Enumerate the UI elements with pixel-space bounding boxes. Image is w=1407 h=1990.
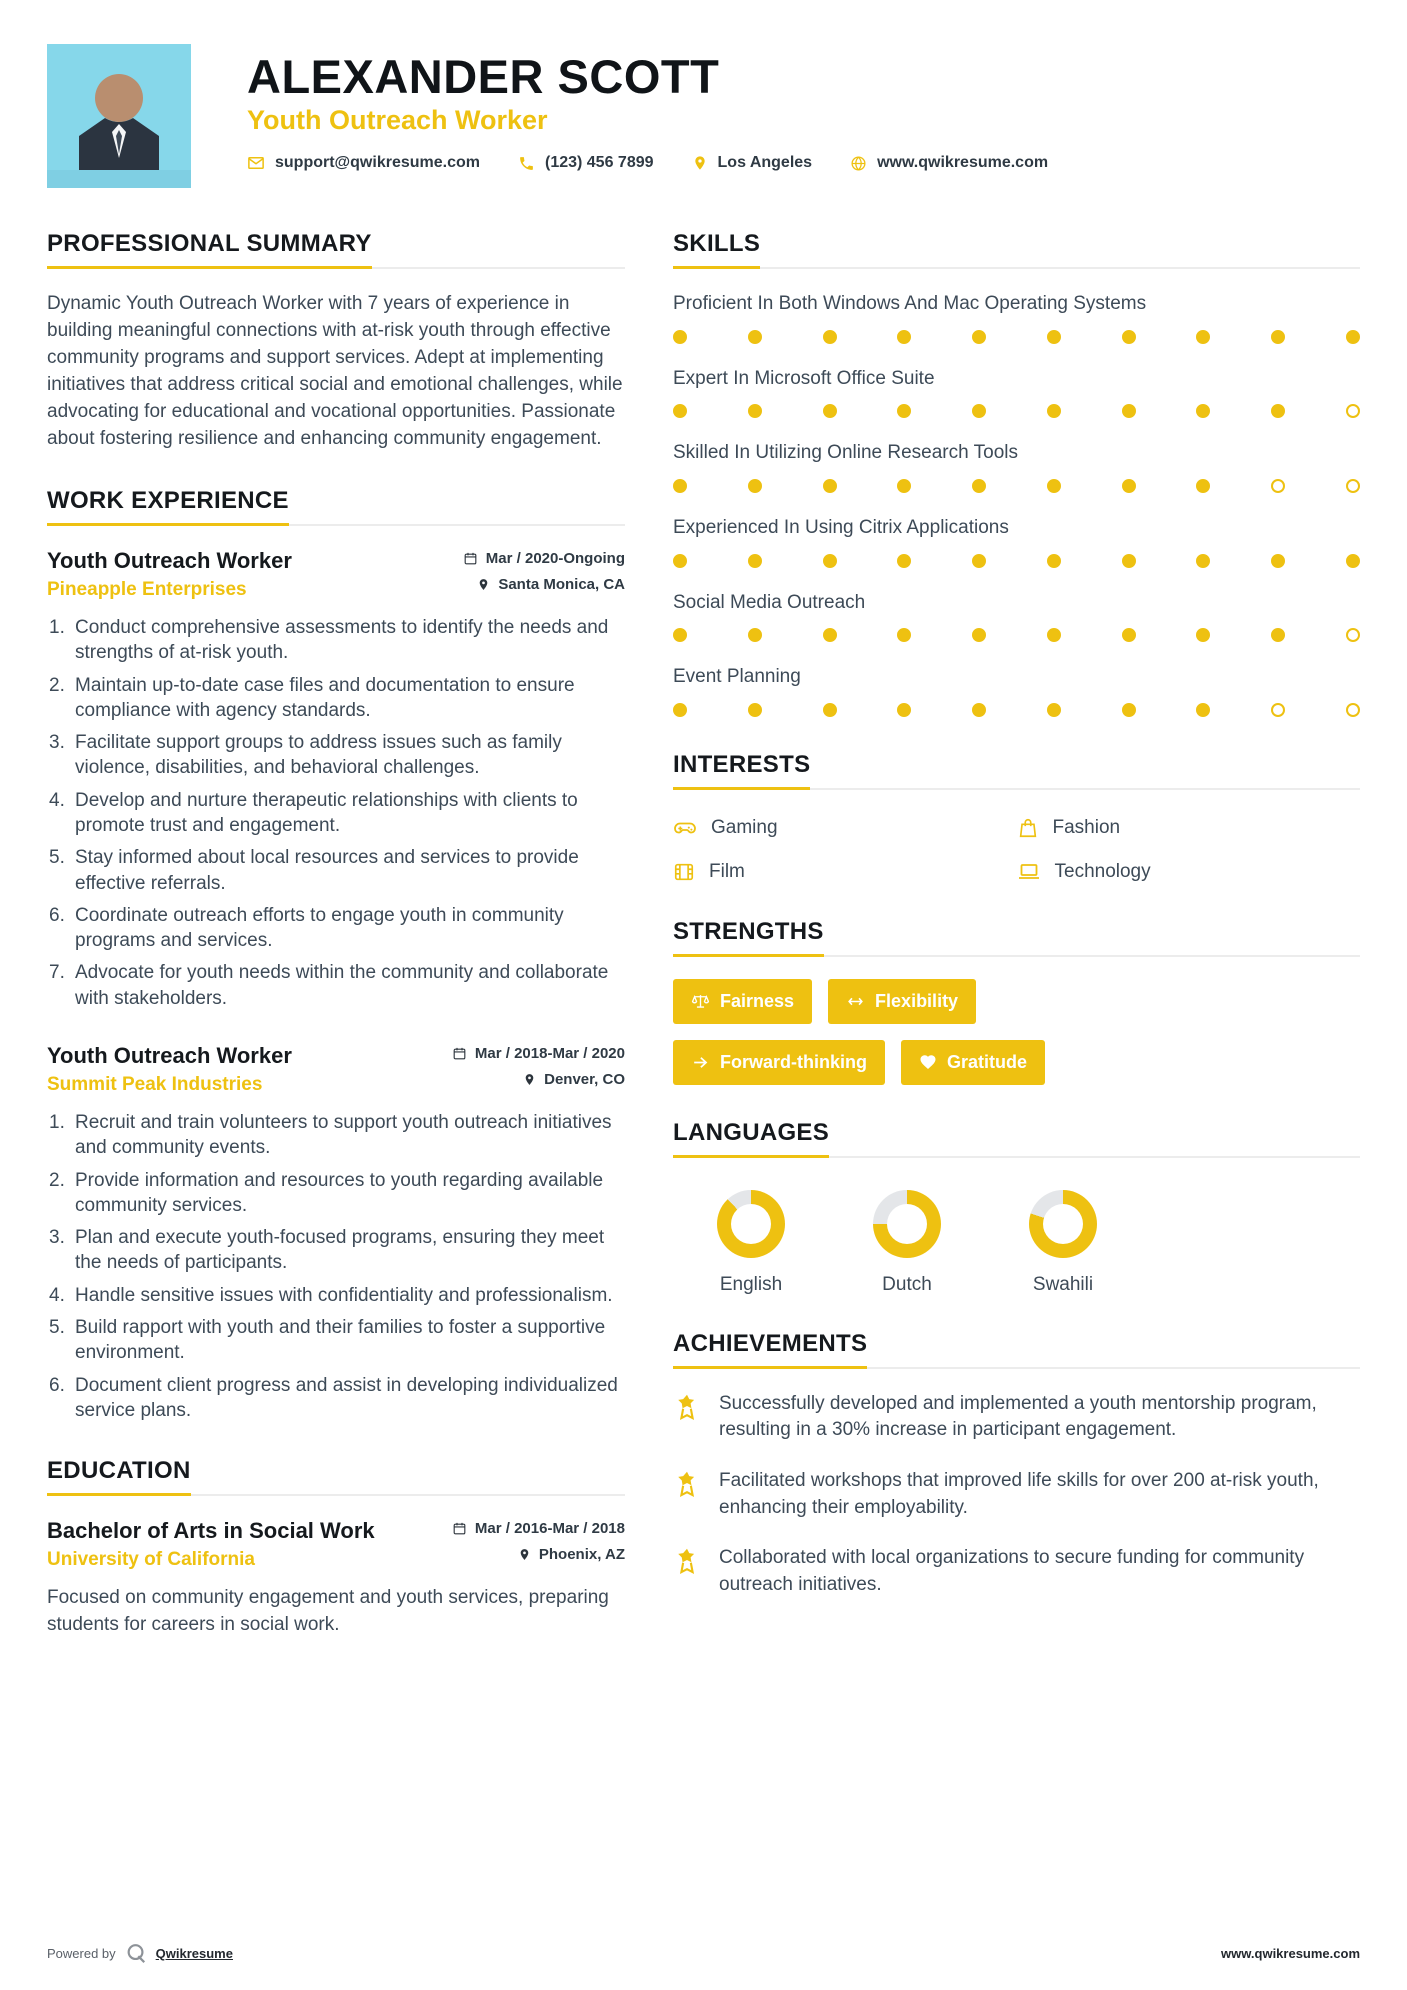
job-bullets [47,1110,625,1423]
film-icon [673,861,695,883]
skill-label: Experienced In Using Citrix Applications [673,516,1009,538]
strength-chip [673,979,812,1024]
skill-dot-filled [1196,479,1210,493]
skill-dot-filled [1271,404,1285,418]
job-head [47,1043,625,1096]
summary-section-head [47,232,625,269]
contact-email[interactable] [247,154,480,172]
skill-dot-filled [673,554,687,568]
strengths-row [673,1040,1360,1085]
skill-dot-filled [972,628,986,642]
school-name: University of California [47,1549,255,1571]
interests-grid [673,812,1360,884]
phone-icon [518,155,535,172]
skill-dot-empty [1346,628,1360,642]
job-location [523,1071,625,1088]
job-date [452,1045,625,1062]
languages-heading: LANGUAGES [673,1121,829,1158]
languages-section [673,1118,1360,1296]
skill-dot-filled [1271,554,1285,568]
contact-phone[interactable] [518,154,654,172]
skill-dot-filled [823,479,837,493]
skill-rating [673,479,1360,493]
skill-label: Proficient In Both Windows And Mac Operating Systems [673,293,1147,314]
bullet-item: Advocate for youth needs within the community and collaborate with stakeholders. [75,962,609,1009]
skill-rating [673,404,1360,418]
skill-dot-filled [897,479,911,493]
skill-dot-filled [673,330,687,344]
skill-dot-filled [823,554,837,568]
job-bullets [47,615,625,1011]
summary-section [47,232,625,453]
content-columns [0,188,1407,1795]
medal-icon [673,1391,703,1444]
bullet-item: Handle sensitive issues with confidentiality and professionalism. [75,1284,613,1306]
language-item [985,1190,1141,1296]
skill-dot-filled [1122,628,1136,642]
skill-dot-filled [1196,404,1210,418]
contact-location [692,154,813,172]
skill-label: Skilled In Utilizing Online Research Tools [673,442,1018,464]
education-date [452,1520,625,1537]
person-title: Youth Outreach Worker [247,105,548,136]
skill-dot-filled [1122,479,1136,493]
skill-dot-filled [897,628,911,642]
skill-dot-filled [823,330,837,344]
job-title: Youth Outreach Worker [47,547,292,573]
skill-dot-filled [972,330,986,344]
medal-icon [673,1468,703,1521]
calendar-icon [452,1046,467,1061]
skill-dot-filled [748,554,762,568]
job-entry [47,548,625,1011]
shopping-bag-icon [1017,817,1039,839]
skill-dot-filled [1122,554,1136,568]
bullet-item: Provide information and resources to youth regarding available community services. [75,1169,604,1216]
achievement-text: Collaborated with local organizations to secure funding for community outreach initiatives. [719,1547,1305,1595]
calendar-icon [452,1521,467,1536]
job-entry [47,1043,625,1423]
skill-item [673,366,1360,419]
skill-rating [673,554,1360,568]
strengths-heading: STRENGTHS [673,920,824,957]
pin-icon [518,1547,531,1562]
bullet-item: Coordinate outreach efforts to engage youth in community programs and services. [75,904,564,952]
footer-left [47,1942,233,1964]
skill-dot-filled [673,404,687,418]
bullet-item: Stay informed about local resources and services to provide effective referrals. [75,847,579,894]
skill-label: Expert In Microsoft Office Suite [673,367,935,389]
interest-item [673,816,1017,840]
job-head-left [47,1043,292,1096]
right-column [673,232,1360,1675]
interests-heading: INTERESTS [673,753,810,790]
bullet-item: Document client progress and assist in developing individualized service plans. [75,1374,618,1421]
skill-rating [673,703,1360,717]
pin-icon [523,1072,536,1087]
skill-dot-filled [823,628,837,642]
language-item [673,1190,829,1296]
strength-chip [673,1040,885,1085]
achievement-text: Facilitated workshops that improved life skills for over 200 at-risk youth, enhancing their employability. [719,1470,1319,1518]
skill-dot-filled [1196,554,1210,568]
achievements-heading: ACHIEVEMENTS [673,1332,867,1369]
person-name: ALEXANDER SCOTT [247,50,720,103]
strength-label: Flexibility [875,991,959,1012]
skill-dot-filled [1122,330,1136,344]
languages-section-head [673,1118,1360,1158]
skill-dot-filled [897,330,911,344]
interest-item [1017,860,1361,884]
bullet-item: Build rapport with youth and their families to foster a supportive environment. [75,1316,606,1364]
interest-label: Fashion [1052,816,1121,838]
header-main [247,44,1086,172]
job-head [47,548,625,601]
bullet-item: Recruit and train volunteers to support youth outreach initiatives and community events. [75,1112,612,1159]
profile-photo [47,44,191,188]
footer-site-link[interactable]: www.qwikresume.com [1221,1945,1360,1961]
strength-label: Forward-thinking [720,1052,867,1073]
skill-dot-empty [1271,703,1285,717]
skills-section [673,232,1360,717]
skill-dot-filled [1047,703,1061,717]
achievement-item [673,1468,1360,1521]
job-meta [463,548,625,593]
skill-dot-filled [673,703,687,717]
skill-label: Social Media Outreach [673,591,866,613]
strength-chip [901,1040,1045,1085]
languages-row [673,1180,1360,1296]
contact-website[interactable] [850,154,1048,172]
job-location-text: Santa Monica, CA [498,575,625,593]
skill-dot-filled [1346,330,1360,344]
skill-dot-filled [1047,479,1061,493]
skill-rating [673,330,1360,344]
language-label: Swahili [1032,1273,1094,1295]
bullet-item: Conduct comprehensive assessments to identify the needs and strengths of at-risk youth. [75,617,609,664]
medal-icon [673,1545,703,1598]
contact-email-text: support@qwikresume.com [275,154,480,172]
skill-dot-filled [1196,703,1210,717]
education-head [47,1518,625,1571]
pin-icon [477,577,490,592]
skill-dot-filled [748,628,762,642]
skill-dot-filled [972,404,986,418]
skill-dot-filled [673,479,687,493]
skill-dot-filled [823,703,837,717]
skill-dot-filled [1047,554,1061,568]
bullet-item: Plan and execute youth-focused programs, ensuring they meet the needs of participants. [75,1227,605,1274]
experience-section [47,486,625,1423]
skill-rating [673,628,1360,642]
experience-heading: WORK EXPERIENCE [47,489,289,526]
skill-dot-empty [1346,703,1360,717]
strengths-row [673,979,1360,1024]
game-controller-icon [673,816,697,840]
contact-location-text: Los Angeles [717,154,813,172]
skill-dot-filled [1196,330,1210,344]
education-section [47,1459,625,1639]
job-location [477,576,625,593]
bullet-item: Develop and nurture therapeutic relationships with clients to promote trust and engagement. [75,789,578,836]
bullet-item: Maintain up-to-date case files and documentation to ensure compliance with agency standards. [75,674,575,721]
achievement-item [673,1391,1360,1444]
skill-dot-filled [897,404,911,418]
interest-item [673,860,1017,884]
education-location [518,1546,625,1563]
heart-icon [919,1053,937,1071]
education-head-left [47,1518,375,1571]
education-description: Focused on community engagement and youth services, preparing students for careers in social work. [47,1587,609,1636]
language-label: Dutch [882,1273,932,1295]
interest-item [1017,816,1361,840]
skill-item [673,515,1360,568]
language-donut-chart [873,1190,941,1258]
skill-dot-filled [972,703,986,717]
job-company: Summit Peak Industries [47,1074,263,1096]
header [0,0,1407,188]
qwikresume-logo-icon [125,1942,147,1964]
job-date-text: Mar / 2018-Mar / 2020 [474,1044,625,1062]
contact-website-text: www.qwikresume.com [877,154,1049,172]
skill-dot-empty [1346,404,1360,418]
education-meta [452,1518,625,1563]
skill-dot-filled [897,703,911,717]
bullet-item: Facilitate support groups to address issues such as family violence, disabilities, and behavioral challenges. [75,732,562,779]
job-location-text: Denver, CO [544,1070,625,1088]
strengths-section [673,917,1360,1085]
education-heading: EDUCATION [47,1459,191,1496]
profile-photo-image [47,44,191,188]
email-icon [247,154,265,172]
education-entry [47,1518,625,1639]
contact-row [247,154,1086,172]
achievement-text: Successfully developed and implemented a youth mentorship program, resulting in a 30% increase in participant engagement. [719,1392,1317,1441]
skill-item [673,440,1360,493]
interests-section-head [673,750,1360,790]
qwikresume-brand-link[interactable]: Qwikresume [155,1945,233,1961]
summary-heading: PROFESSIONAL SUMMARY [47,232,372,269]
skill-dot-filled [748,479,762,493]
arrow-right-icon [691,1053,710,1072]
education-section-head [47,1459,625,1496]
skill-dot-filled [1047,628,1061,642]
left-column [47,232,625,1675]
powered-by-label: Powered by [47,1945,116,1961]
language-label: English [719,1273,783,1295]
education-location-text: Phoenix, AZ [538,1546,625,1564]
skill-dot-filled [673,628,687,642]
skill-dot-filled [972,479,986,493]
contact-phone-text: (123) 456 7899 [544,154,654,172]
language-donut-chart [1029,1190,1097,1258]
job-title: Youth Outreach Worker [47,1042,292,1068]
skill-dot-filled [1047,330,1061,344]
skill-item [673,590,1360,643]
skill-dot-filled [748,404,762,418]
job-meta [452,1043,625,1088]
skill-dot-filled [1047,404,1061,418]
language-item [829,1190,985,1296]
degree-title: Bachelor of Arts in Social Work [47,1518,375,1544]
skill-dot-filled [897,554,911,568]
footer [47,1942,1360,1964]
skill-dot-filled [1196,628,1210,642]
location-pin-icon [692,154,708,172]
skill-dot-filled [1122,703,1136,717]
language-donut-chart [717,1190,785,1258]
skill-dot-filled [1271,628,1285,642]
achievements-section [673,1329,1360,1599]
skill-dot-filled [1122,404,1136,418]
skill-dot-filled [1271,330,1285,344]
job-head-left [47,548,292,601]
laptop-icon [1017,860,1041,884]
double-arrow-icon [846,992,865,1011]
skill-item [673,291,1360,344]
strength-chip [828,979,976,1024]
skill-dot-empty [1271,479,1285,493]
skill-label: Event Planning [673,666,801,688]
globe-icon [850,155,867,172]
scales-icon [691,992,710,1011]
summary-text: Dynamic Youth Outreach Worker with 7 years of experience in building meaningful connections with at-risk youth through effective community programs and support services. Adept at implementing initiatives that address critical social and emotional challenges, while advocating for educational and vocational opportunities. Passionate about fostering resilience and enhancing community engagement. [47,293,623,449]
skill-dot-filled [748,330,762,344]
strength-label: Fairness [720,991,795,1012]
skill-item [673,664,1360,717]
skill-dot-filled [972,554,986,568]
education-date-text: Mar / 2016-Mar / 2018 [474,1520,625,1538]
skill-dot-filled [1346,554,1360,568]
interests-section [673,750,1360,884]
strengths-section-head [673,917,1360,957]
skill-dot-empty [1346,479,1360,493]
experience-section-head [47,486,625,526]
skill-dot-filled [748,703,762,717]
job-date-text: Mar / 2020-Ongoing [485,549,625,567]
calendar-icon [463,551,478,566]
interest-label: Technology [1054,860,1151,882]
interest-label: Gaming [711,816,778,838]
skills-section-head [673,232,1360,269]
interest-label: Film [709,860,745,882]
strength-label: Gratitude [947,1052,1028,1073]
skills-heading: SKILLS [673,232,760,269]
skill-dot-filled [823,404,837,418]
achievement-item [673,1545,1360,1598]
job-date [463,550,625,567]
job-company: Pineapple Enterprises [47,579,247,601]
achievements-section-head [673,1329,1360,1369]
